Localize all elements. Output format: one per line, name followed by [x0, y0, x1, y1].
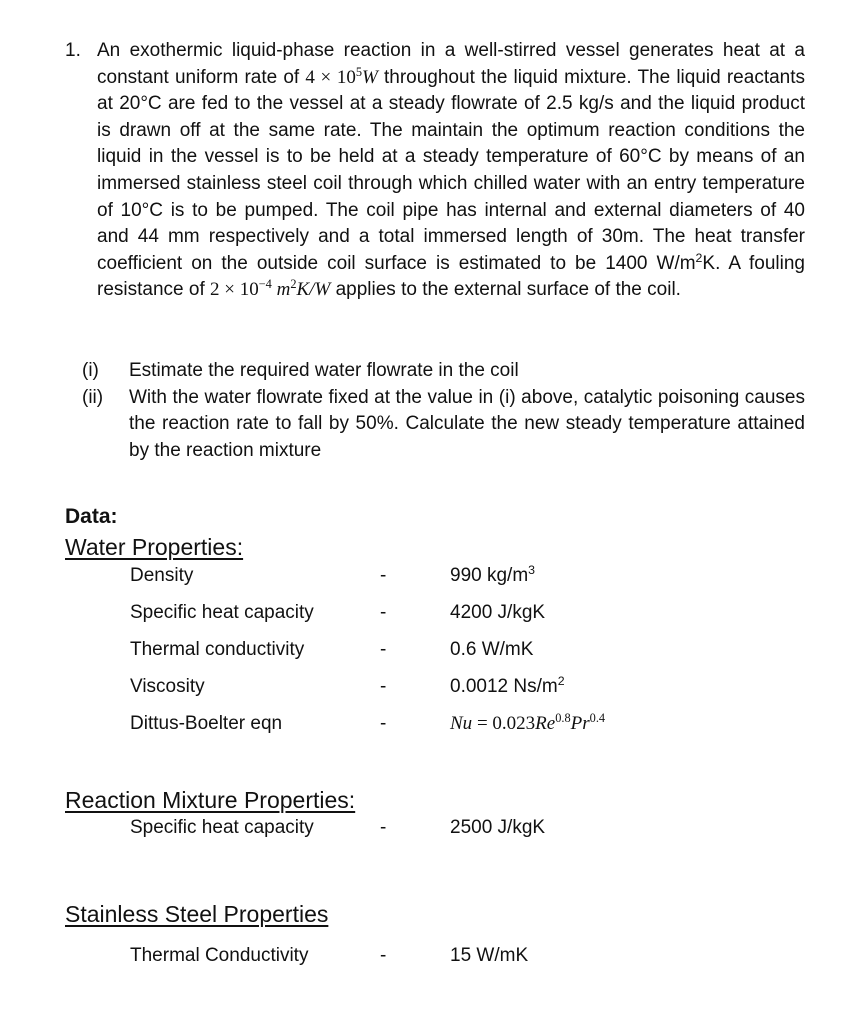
question-number: 1.: [65, 40, 81, 61]
separator-dash: -: [380, 817, 387, 838]
separator-dash: -: [380, 713, 387, 734]
subquestion-text: With the water flowrate fixed at the value in (i) above, catalytic poisoning causes the reaction rate to fall by 50%. Calculate the new steady temperature attained by the reaction mixture: [129, 386, 805, 461]
separator-dash: -: [380, 639, 387, 660]
water-properties-heading: Water Properties:: [65, 534, 244, 560]
data-title: Data:: [65, 505, 118, 528]
question-text-part-2: throughout the liquid mixture. The liquid reactants at 20°C are fed to the vessel at a steady flowrate of 2.5 kg/s and the liquid product is drawn off at the same rate. The maintain the optimum reaction conditions the liquid in the vessel is to be held at a steady temperature of 60°C by means of an immersed stainless steel coil through which chilled water with an entry temperature of 10°C is to be pumped. The coil pipe has internal and external diameters of 40 and 44 mm respectively and a total immersed length of 30m. The heat transfer coefficient on the outside coil surface is estimated to be 1400 W/m: [97, 66, 806, 274]
property-label: Thermal conductivity: [130, 639, 305, 660]
separator-dash: -: [380, 945, 387, 966]
separator-dash: -: [380, 565, 387, 586]
dittus-boelter-equation: $Nu = 0.023Re^{0.8}Pr^{0.4}$: [450, 711, 606, 734]
water-density-row: [130, 565, 730, 591]
property-label: Viscosity: [130, 676, 205, 697]
property-label: Specific heat capacity: [130, 817, 314, 838]
subquestion-item: [82, 358, 805, 385]
water-cp-row: [130, 602, 730, 628]
separator-dash: -: [380, 676, 387, 697]
subquestion-text: Estimate the required water flowrate in the coil: [129, 360, 519, 381]
subquestion-item: [82, 385, 805, 465]
steel-conductivity-row: [130, 945, 730, 971]
property-label: Specific heat capacity: [130, 602, 314, 623]
stainless-steel-heading: Stainless Steel Properties: [65, 901, 329, 927]
separator-dash: -: [380, 602, 387, 623]
water-conductivity-row: [130, 639, 730, 665]
property-value: 2500 J/kgK: [450, 817, 546, 838]
htc-unit-exponent: 2: [695, 250, 703, 265]
question-text-part-1: An exothermic liquid-phase reaction in a well-stirred vessel generates heat at a constant uniform rate of: [97, 40, 805, 88]
property-value: 4200 J/kgK: [450, 602, 546, 623]
property-value: 0.6 W/mK: [450, 639, 534, 660]
subquestion-label: (ii): [82, 386, 104, 408]
property-value: 15 W/mK: [450, 945, 529, 966]
water-viscosity-row: [130, 676, 730, 702]
question-1: [65, 38, 805, 304]
reaction-cp-row: [130, 817, 730, 843]
dittus-boelter-row: [130, 713, 730, 739]
property-label: Dittus-Boelter eqn: [130, 713, 283, 734]
question-text-part-4: applies to the external surface of the coil.: [330, 279, 681, 301]
heat-rate-expression: $4 \times 10^5W$: [305, 64, 378, 88]
reaction-mixture-heading: Reaction Mixture Properties:: [65, 787, 356, 813]
fouling-resistance-expression: $2 \times 10^{-4}$ $m^2K/W$: [210, 277, 331, 301]
subquestion-label: (i): [82, 360, 99, 381]
property-value: 990 $kg/m^3$: [450, 563, 536, 586]
property-label: Density: [130, 565, 194, 586]
property-value: 0.0012 $Ns/m^2$: [450, 674, 565, 697]
question-text: [97, 38, 805, 304]
subquestion-list: [82, 358, 805, 464]
property-label: Thermal Conductivity: [130, 945, 309, 966]
question-text-part-3: K. A fouling resistance of: [97, 252, 805, 301]
